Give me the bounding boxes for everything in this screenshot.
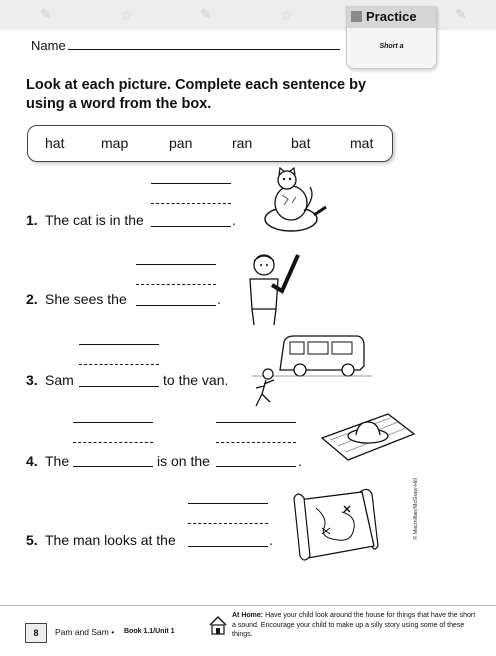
question-period: . (269, 532, 273, 548)
answer-blank[interactable] (79, 386, 159, 387)
question-period: . (298, 453, 302, 469)
square-icon (351, 11, 362, 22)
word-box-word: ran (232, 135, 253, 151)
star-doodle-icon: ☆ (120, 7, 133, 23)
answer-blank[interactable] (151, 226, 231, 227)
answer-blank[interactable] (136, 305, 216, 306)
word-box-word: pan (169, 135, 193, 151)
question-number: 2. (26, 291, 38, 307)
at-home-label: At Home: (232, 612, 264, 619)
question-text: Sam (45, 372, 74, 388)
word-box-word: map (101, 135, 129, 151)
star-doodle-icon: ☆ (280, 7, 293, 23)
practice-tab (346, 6, 437, 69)
answer-blank[interactable] (188, 546, 268, 547)
writing-midline (79, 364, 159, 365)
question-text: is on the (157, 453, 210, 469)
footer-divider (0, 605, 496, 606)
footer-title (55, 627, 114, 637)
word-box (27, 125, 393, 162)
question-text: The cat is in the (45, 212, 144, 228)
girl-with-bat-picture (242, 247, 312, 327)
question-text: The (45, 453, 70, 469)
name-label: Name (31, 38, 66, 53)
writing-midline (151, 203, 231, 204)
house-icon (208, 615, 228, 635)
answer-blank[interactable] (73, 466, 153, 467)
treasure-map-picture (288, 488, 380, 566)
practice-tab-header (347, 6, 436, 28)
pencil-doodle-icon: ✎ (40, 6, 52, 22)
question-number: 1. (26, 212, 38, 228)
footer-bullet: • (111, 627, 115, 637)
practice-subtitle: Short a (379, 43, 404, 50)
at-home-text: Have your child look around the house for things that have the short a sound. Encourage your child to make up a silly story using some of these things. (232, 612, 476, 638)
at-home-note (232, 611, 480, 640)
pencil-doodle-icon: ✎ (200, 6, 212, 22)
question-number: 3. (26, 372, 38, 388)
writing-midline (136, 284, 216, 285)
instructions: Look at each picture. Complete each sentence by using a word from the box. (26, 77, 367, 112)
hat-on-mat-picture (318, 408, 418, 466)
question-text: The man looks at the (45, 532, 176, 548)
practice-title: Practice (366, 9, 417, 24)
writing-midline (73, 442, 153, 443)
writing-line (136, 264, 216, 265)
name-field[interactable] (68, 49, 340, 50)
question-period: . (232, 212, 236, 228)
writing-line (79, 344, 159, 345)
question-number: 5. (26, 532, 38, 548)
page-number: 8 (25, 623, 47, 643)
cat-in-pan-picture (258, 167, 328, 235)
word-box-word: mat (350, 135, 374, 151)
boy-running-to-van-picture (252, 330, 372, 410)
word-box-word: hat (45, 135, 65, 151)
writing-line (216, 422, 296, 423)
pencil-doodle-icon: ✎ (455, 6, 467, 22)
word-box-word: bat (291, 135, 311, 151)
question-text: She sees the (45, 291, 127, 307)
writing-line (73, 422, 153, 423)
writing-midline (216, 442, 296, 443)
footer-book-unit: Book 1.1/Unit 1 (124, 628, 175, 635)
footer-story-title: Pam and Sam (55, 627, 109, 637)
writing-line (188, 503, 268, 504)
writing-midline (188, 523, 268, 524)
copyright: © Macmillan/McGraw-Hill (413, 478, 419, 540)
answer-blank[interactable] (216, 466, 296, 467)
question-number: 4. (26, 453, 38, 469)
question-period: . (217, 291, 221, 307)
writing-line (151, 183, 231, 184)
question-text: to the van. (163, 372, 229, 388)
